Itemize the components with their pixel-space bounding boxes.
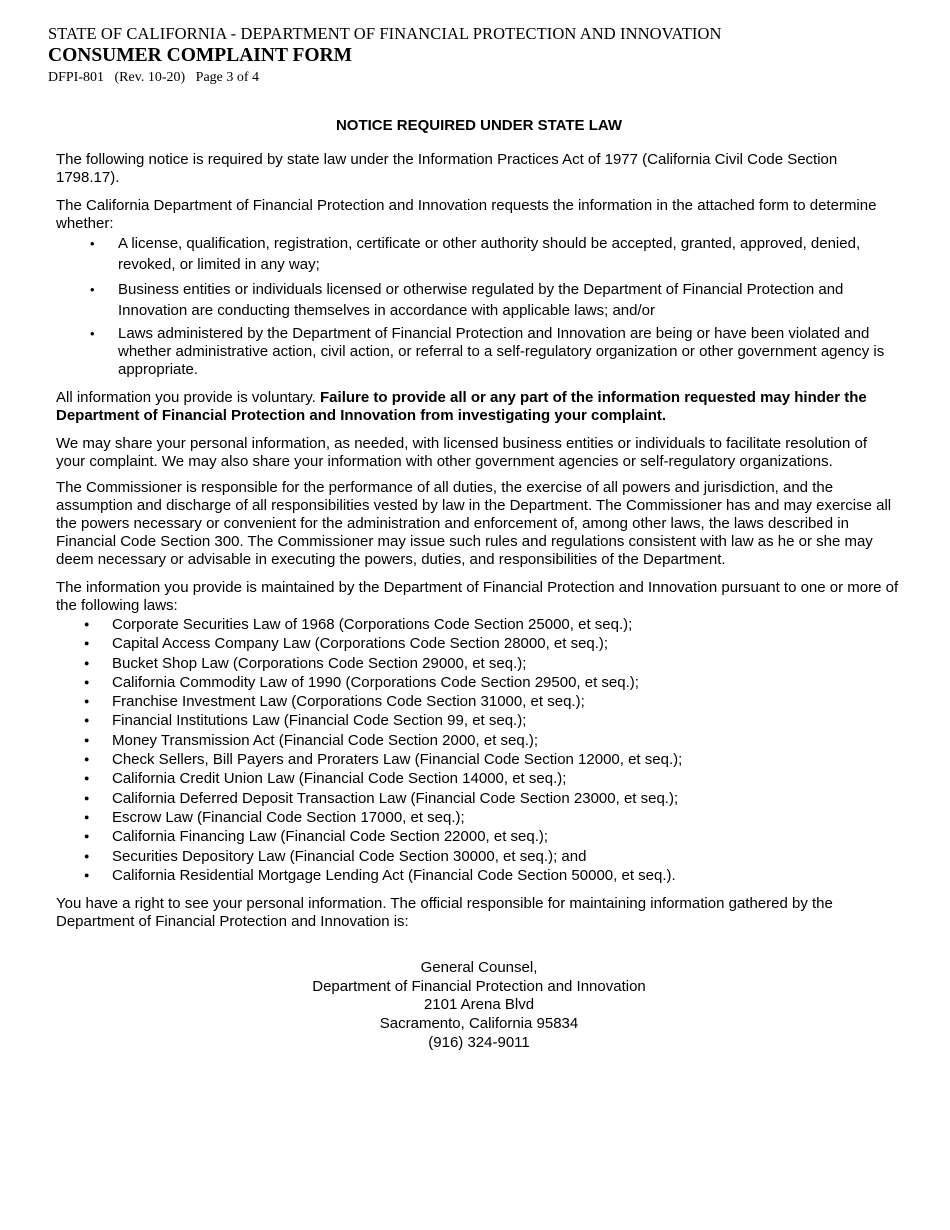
list-item: • A license, qualification, registration, certificate or other authority should be accepted, granted, approved, denied, revoked, or limited in any way;: [56, 233, 902, 275]
contact-title: General Counsel,: [420, 959, 538, 977]
contact-phone: (916) 324-9011: [428, 1033, 530, 1051]
law-item: ● Corporate Securities Law of 1968 (Corporations Code Section 25000, et seq.);: [56, 615, 902, 634]
contact-city: Sacramento, California 95834: [379, 1014, 579, 1032]
notice-body: [56, 117, 902, 1052]
contact-street: 2101 Arena Blvd: [423, 996, 535, 1014]
laws-list: [56, 615, 902, 885]
form-number: DFPI-801: [48, 70, 105, 85]
law-item: ● California Residential Mortgage Lending Act (Financial Code Section 50000, et seq.).: [56, 866, 902, 885]
law-item: ● California Credit Union Law (Financial Code Section 14000, et seq.);: [56, 769, 902, 788]
law-item: ● Escrow Law (Financial Code Section 17000, et seq.);: [56, 808, 902, 827]
form-revision: (Rev. 10-20): [114, 70, 186, 85]
voluntary-warning: Failure to provide all or any part of the information requested may hinder the Department of Financial Protection and Innovation from investigating your complaint.: [56, 389, 867, 424]
law-item: ● California Commodity Law of 1990 (Corporations Code Section 29500, et seq.);: [56, 673, 902, 692]
notice-title: NOTICE REQUIRED UNDER STATE LAW: [335, 117, 623, 134]
law-item: ● Financial Institutions Law (Financial Code Section 99, et seq.);: [56, 711, 902, 730]
law-item: ● Capital Access Company Law (Corporations Code Section 28000, et seq.);: [56, 634, 902, 653]
voluntary-text: All information you provide is voluntary.: [56, 389, 316, 406]
purpose-list: [56, 233, 902, 379]
law-item: ● California Financing Law (Financial Code Section 22000, et seq.);: [56, 827, 902, 846]
law-item: ● Securities Depository Law (Financial Code Section 30000, et seq.); and: [56, 847, 902, 866]
form-header: [48, 24, 722, 88]
voluntary-paragraph: [56, 389, 902, 425]
law-item: ● Bucket Shop Law (Corporations Code Section 29000, et seq.);: [56, 654, 902, 673]
list-item: • Business entities or individuals licensed or otherwise regulated by the Department of Financial Protection and Innovation are conducting themselves in accordance with applicable laws; and/or: [56, 279, 902, 321]
law-item: ● Check Sellers, Bill Payers and Proraters Law (Financial Code Section 12000, et seq.);: [56, 750, 902, 769]
commissioner-paragraph: The Commissioner is responsible for the performance of all duties, the exercise of all powers and jurisdiction, and the assumption and discharge of all responsibilities vested by law in the Department. The Commissioner has and may exercise all the powers necessary or convenient for the administration and enforcement of, among other laws, the laws described in Financial Code Section 300. The Commissioner may issue such rules and regulations consistent with law as he or she may deem necessary or advisable in executing the powers, duties, and responsibilities of the Department.: [56, 479, 892, 568]
intro-paragraph: The following notice is required by state law under the Information Practices Act of 1977 (California Civil Code Section 1798.17).: [56, 151, 838, 186]
law-item: ● California Deferred Deposit Transaction Law (Financial Code Section 23000, et seq.);: [56, 789, 902, 808]
form-title: CONSUMER COMPLAINT FORM: [48, 45, 353, 66]
law-item: ● Franchise Investment Law (Corporations Code Section 31000, et seq.);: [56, 692, 902, 711]
agency-name: STATE OF CALIFORNIA - DEPARTMENT OF FINANCIAL PROTECTION AND INNOVATION: [48, 24, 722, 43]
law-item: ● Money Transmission Act (Financial Code Section 2000, et seq.);: [56, 731, 902, 750]
list-item: • Laws administered by the Department of Financial Protection and Innovation are being or have been violated and whether administrative action, civil action, or referral to a self-regulatory organization or other government agency is appropriate.: [56, 325, 902, 379]
maintained-paragraph: The information you provide is maintained by the Department of Financial Protection and Innovation pursuant to one or more of the following laws:: [56, 579, 899, 614]
right-to-see-paragraph: You have a right to see your personal information. The official responsible for maintaining information gathered by the Department of Financial Protection and Innovation is:: [56, 895, 833, 931]
page-number: Page 3 of 4: [195, 70, 260, 85]
purpose-paragraph: The California Department of Financial Protection and Innovation requests the information in the attached form to determine whether:: [56, 197, 877, 232]
contact-address: [56, 959, 902, 1052]
form-meta: [48, 68, 722, 88]
sharing-paragraph: We may share your personal information, as needed, with licensed business entities or individuals to facilitate resolution of your complaint. We may also share your information with other government agencies or self-regulatory organizations.: [56, 435, 867, 470]
contact-department: Department of Financial Protection and Innovation: [312, 977, 646, 995]
